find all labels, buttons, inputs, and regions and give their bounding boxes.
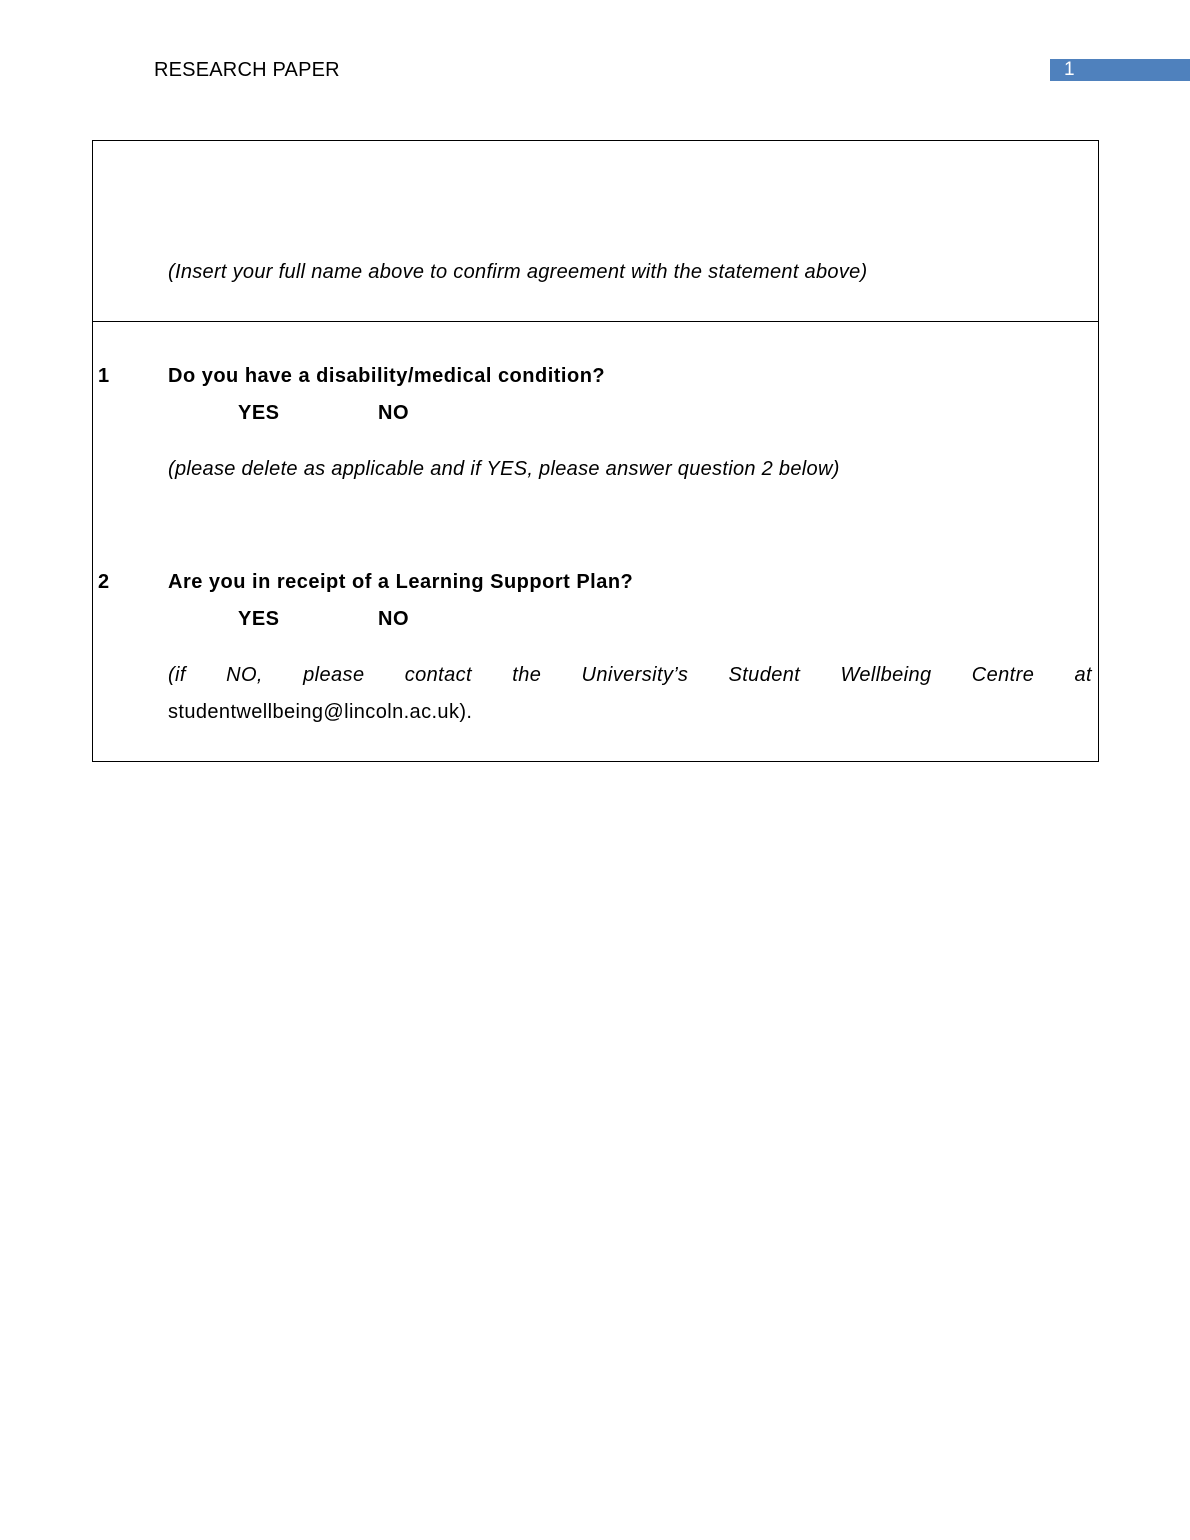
question-1-note: (please delete as applicable and if YES, please answer question 2 below) <box>168 458 840 480</box>
question-2-text: Are you in receipt of a Learning Support Plan? <box>168 571 634 593</box>
row-divider <box>93 321 1098 322</box>
note-word: NO, <box>226 664 263 686</box>
note-word: Student <box>728 664 801 686</box>
note-word: University’s <box>581 664 689 686</box>
question-1-text: Do you have a disability/medical condition? <box>168 365 606 387</box>
question-2-note <box>168 663 1092 687</box>
note-word: at <box>1074 664 1092 686</box>
note-word: the <box>512 664 542 686</box>
question-2-yes-option[interactable]: YES <box>238 608 280 630</box>
question-1-yes-option[interactable]: YES <box>238 402 280 424</box>
question-1-no-option[interactable]: NO <box>378 402 409 424</box>
note-word: please <box>303 664 365 686</box>
name-instruction: (Insert your full name above to confirm agreement with the statement above) <box>168 261 868 283</box>
question-2-number: 2 <box>98 571 110 593</box>
note-word: Centre <box>971 664 1035 686</box>
note-word: (if <box>168 664 186 686</box>
form-table <box>92 140 1099 762</box>
note-word: Wellbeing <box>840 664 932 686</box>
header-title: RESEARCH PAPER <box>154 59 340 81</box>
question-1-number: 1 <box>98 365 110 387</box>
question-2-no-option[interactable]: NO <box>378 608 409 630</box>
page-number-bar <box>1050 59 1190 81</box>
page-number: 1 <box>1064 59 1075 80</box>
note-word: contact <box>404 664 473 686</box>
wellbeing-email[interactable]: studentwellbeing@lincoln.ac.uk). <box>168 701 473 723</box>
